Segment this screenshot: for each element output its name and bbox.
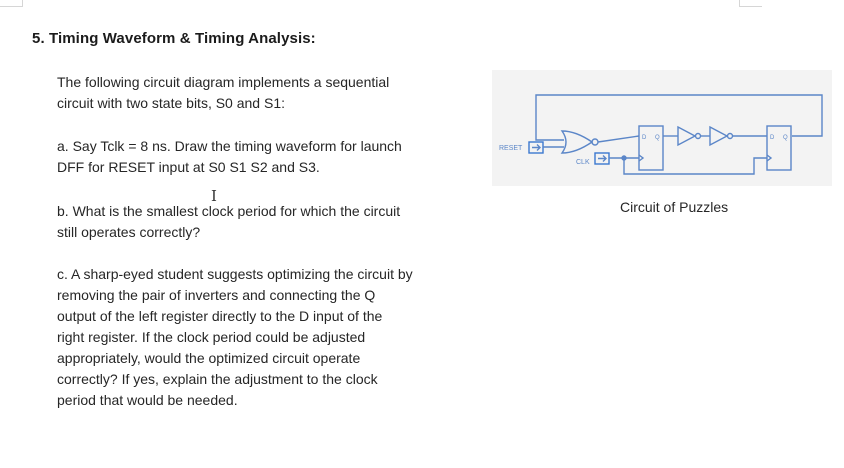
question-b-line: b. What is the smallest clock period for which the circuit — [57, 203, 401, 219]
question-c — [57, 264, 477, 411]
question-intro-line: circuit with two state bits, S0 and S1: — [57, 95, 285, 111]
question-c-line: c. A sharp-eyed student suggests optimizing the circuit by — [57, 266, 413, 282]
clk-arrow-icon — [598, 156, 606, 162]
question-c-line: right register. If the clock period could be adjusted — [57, 329, 366, 345]
question-b — [57, 201, 477, 243]
dff-left-d-label: D — [642, 135, 647, 141]
question-c-line: correctly? If yes, explain the adjustment to the clock — [57, 371, 378, 387]
dff-right — [767, 126, 791, 170]
reset-label: RESET — [499, 145, 523, 152]
clk-label: CLK — [576, 159, 590, 166]
question-c-line: output of the left register directly to the D input of the — [57, 308, 383, 324]
text-cursor-icon: I — [211, 187, 217, 205]
inverter-1 — [678, 127, 695, 145]
question-a-line: a. Say Tclk = 8 ns. Draw the timing waveform for launch — [57, 138, 402, 154]
question-a — [57, 136, 477, 178]
question-intro-line: The following circuit diagram implements a sequential — [57, 74, 390, 90]
question-intro — [57, 72, 477, 114]
question-b-line: still operates correctly? — [57, 224, 201, 240]
circuit-diagram — [492, 70, 832, 186]
dff-left — [639, 126, 663, 170]
or-gate — [562, 131, 592, 153]
reset-arrow-icon — [532, 145, 540, 151]
inverter-2 — [710, 127, 727, 145]
question-c-line: appropriately, would the optimized circuit operate — [57, 350, 361, 366]
dff-right-d-label: D — [770, 135, 775, 141]
clk-wire — [609, 158, 767, 174]
diagram-caption: Circuit of Puzzles — [620, 199, 729, 215]
page-corner-mark-right — [739, 0, 762, 7]
page-corner-mark-left — [0, 0, 23, 7]
dff-left-q-label: Q — [655, 135, 660, 141]
circuit-diagram-svg — [492, 70, 832, 186]
question-c-line: period that would be needed. — [57, 392, 238, 408]
feedback-wire — [536, 95, 822, 140]
question-c-line: removing the pair of inverters and connecting the Q — [57, 287, 376, 303]
dff-right-q-label: Q — [783, 135, 788, 141]
clk-junction — [622, 156, 626, 160]
or-to-dff1-wire — [598, 136, 639, 142]
section-heading: 5. Timing Waveform & Timing Analysis: — [32, 30, 316, 47]
question-a-line: DFF for RESET input at S0 S1 S2 and S3. — [57, 159, 320, 175]
